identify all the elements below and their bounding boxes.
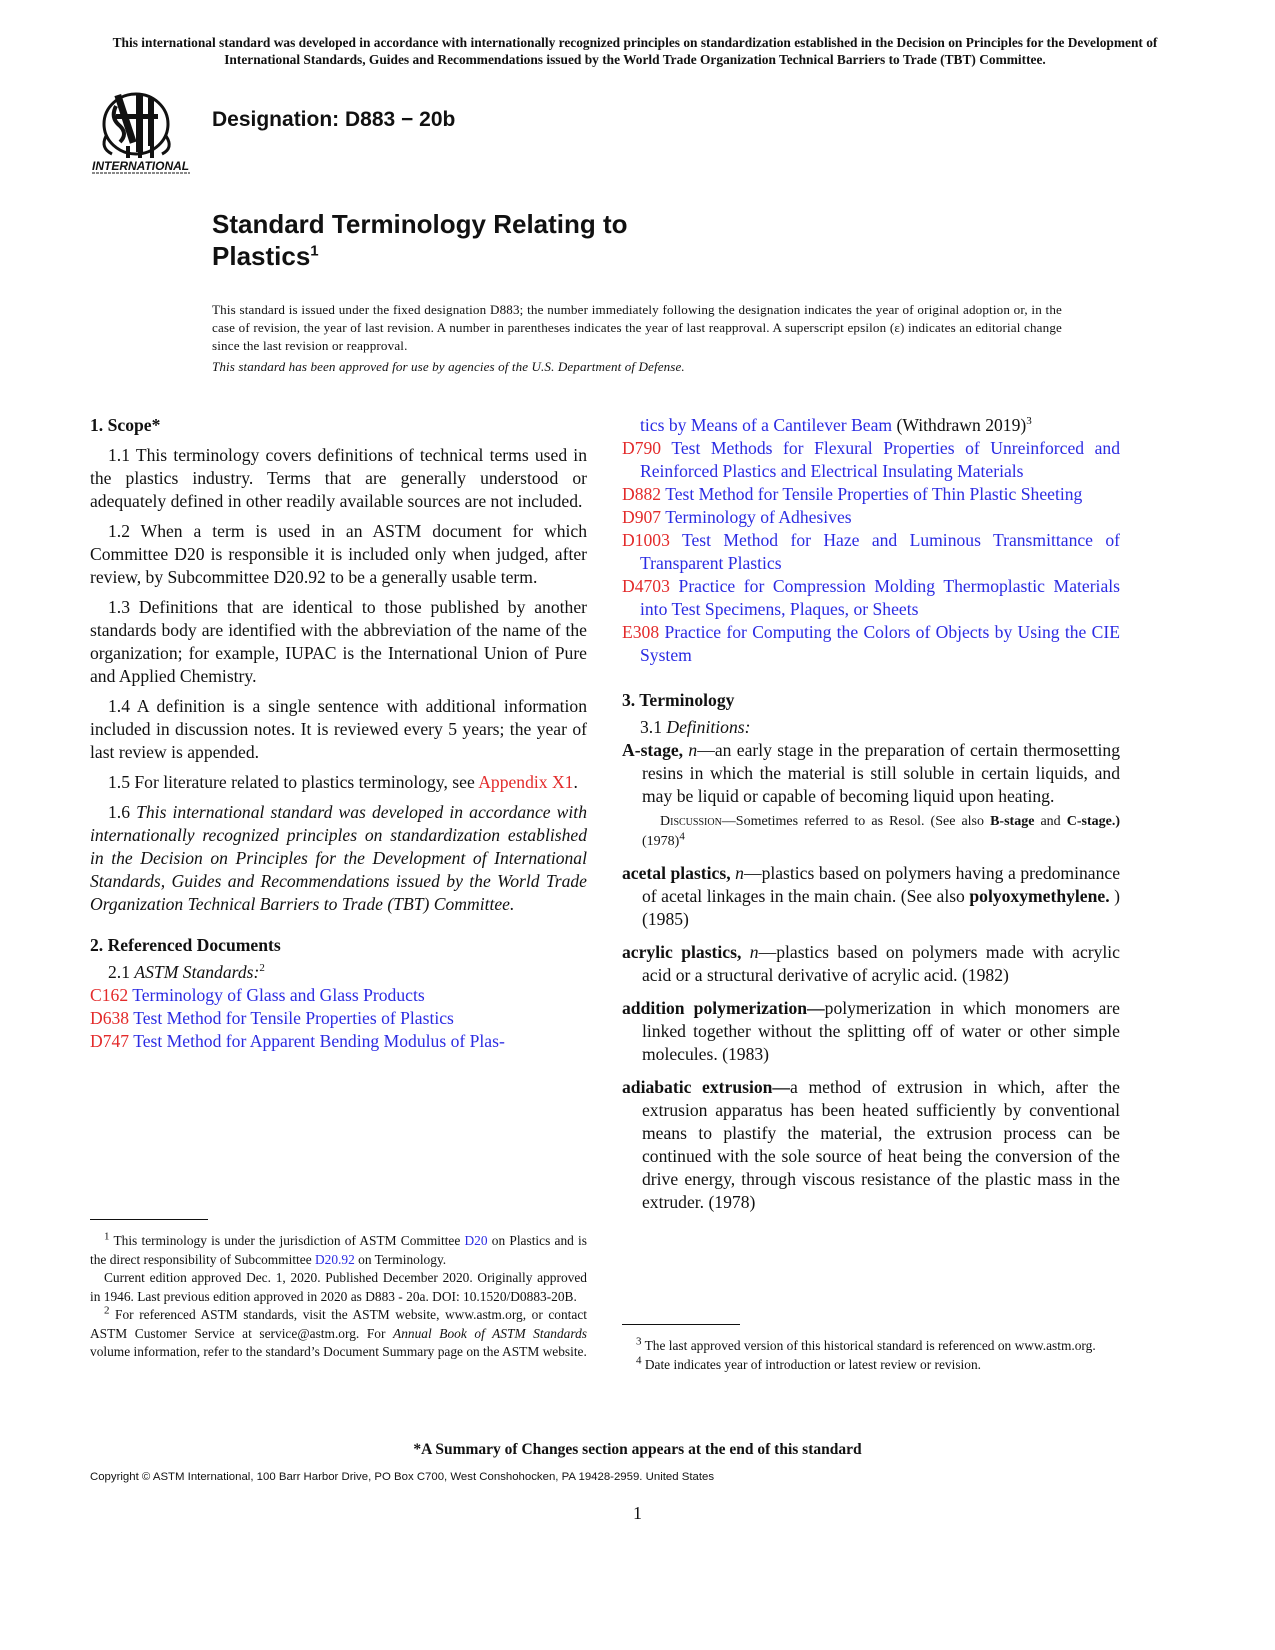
scope-para-5 <box>90 771 587 794</box>
astm-standards-label <box>90 961 587 984</box>
page-number: 1 <box>633 1503 642 1523</box>
fn2-i: Annual Book of ASTM Standards <box>393 1325 587 1341</box>
left-column <box>90 414 587 1359</box>
ref-code[interactable]: D1003 <box>622 530 670 550</box>
ref-code[interactable]: D4703 <box>622 576 670 596</box>
logo-wordmark: INTERNATIONAL <box>92 159 190 173</box>
disc-text: —Sometimes referred to as Resol. (See also <box>721 814 991 829</box>
fn3-text: The last approved version of this historical standard is referenced on www.astm.org. <box>641 1338 1096 1353</box>
d20-link[interactable]: D20 <box>464 1233 488 1248</box>
definitions-num: 3.1 <box>640 717 667 737</box>
term-name: addition polymerization— <box>622 998 825 1018</box>
page-title <box>212 208 628 272</box>
scope-para-3: 1.3 Definitions that are identical to those published by another standards body are identified with the abbreviation of the name of the organization; for example, IUPAC is the International Union of Pure and Applied Chemistry. <box>90 597 587 686</box>
ref-d747-continued[interactable] <box>622 414 1120 437</box>
scope-para-5-text: 1.5 For literature related to plastics terminology, see <box>108 772 479 792</box>
fn1-p2: Current edition approved Dec. 1, 2020. Published December 2020. Originally approved in 1946. Last previous edition approved in 2020 as D883 - 20a. DOI: 10.1520/D0883-20B. <box>90 1270 587 1304</box>
fn2-a: For referenced ASTM standards, visit the ASTM website, www.astm.org, or contact ASTM Customer Service at service@astm.org. For <box>90 1307 587 1341</box>
summary-of-changes-note: *A Summary of Changes section appears at the end of this standard <box>413 1441 862 1458</box>
ref-title[interactable]: Practice for Computing the Colors of Objects by Using the CIE System <box>640 622 1120 665</box>
title-footnote-mark: 1 <box>310 242 319 260</box>
ref-title[interactable]: Test Methods for Flexural Properties of Unreinforced and Reinforced Plastics and Electrical Insulating Materials <box>640 438 1120 481</box>
approved-note: This standard has been approved for use by agencies of the U.S. Department of Defense. <box>212 359 685 374</box>
ref-title[interactable]: Test Method for Tensile Properties of Thin Plastic Sheeting <box>665 484 1083 504</box>
footnote-3-4 <box>622 1337 1120 1374</box>
ref-title[interactable]: Terminology of Glass and Glass Products <box>132 985 425 1005</box>
astm-logo-icon <box>92 84 202 174</box>
appendix-link[interactable]: Appendix X1 <box>478 772 574 792</box>
ref-code[interactable]: D882 <box>622 484 662 504</box>
term-def: a method of extrusion in which, after the extrusion apparatus has been heated sufficiently by conventional means to plastify the material, the extrusion process can be continued with the sole source of heat being the conversion of the drive energy, through viscous resistance of the plastic mass in the extruder. (1978) <box>642 1077 1120 1212</box>
term-def: —plastics based on polymers having a predominance of acetal linkages in the main chain. (See also <box>642 863 1121 906</box>
ref-title[interactable]: Test Method for Haze and Luminous Transmittance of Transparent Plastics <box>640 530 1120 573</box>
scope-para-5-end: . <box>573 772 578 792</box>
term-pos: n <box>730 863 744 883</box>
left-footnotes <box>90 1219 587 1362</box>
ref-e308[interactable] <box>622 621 1120 667</box>
right-footnotes <box>622 1324 1120 1374</box>
astm-standards-text: ASTM Standards: <box>134 962 260 982</box>
term-pos: n <box>741 942 759 962</box>
ref-d4703[interactable] <box>622 575 1120 621</box>
ref-title[interactable]: Practice for Compression Molding Thermoplastic Materials into Test Specimens, Plaques, or Sheets <box>640 576 1120 619</box>
ref-title[interactable]: Test Method for Tensile Properties of Plastics <box>133 1008 454 1028</box>
ref-d790[interactable] <box>622 437 1120 483</box>
fn2-b: volume information, refer to the standard’s Document Summary page on the ASTM website. <box>90 1344 587 1359</box>
disc-b-stage: B-stage <box>990 814 1035 829</box>
term-def: —plastics based on polymers made with acrylic acid or a structural derivative of acrylic acid. (1982) <box>642 942 1120 985</box>
copyright: Copyright © ASTM International, 100 Barr Harbor Drive, PO Box C700, West Conshohocken, PA 19428-2959. United States <box>90 1471 715 1483</box>
astm-standards-num: 2.1 <box>108 962 135 982</box>
ref-code[interactable]: D907 <box>622 507 662 527</box>
ref-title-part-1[interactable]: Test Method for Apparent Bending Modulus of Plas- <box>133 1031 505 1051</box>
term-acrylic-plastics <box>622 941 1120 987</box>
disc-c-stage: C-stage.) <box>1066 814 1120 829</box>
ref-code[interactable]: D790 <box>622 438 662 458</box>
footnote-1 <box>90 1232 587 1362</box>
withdrawn-mark: 3 <box>1026 415 1032 428</box>
definitions-label <box>622 716 1120 739</box>
footnote-rule <box>622 1324 740 1325</box>
ref-code[interactable]: C162 <box>90 985 129 1005</box>
term-a-stage <box>622 739 1120 808</box>
term-adiabatic-extrusion <box>622 1076 1120 1214</box>
discussion-label: Discussion <box>660 814 722 829</box>
ref-code[interactable]: D638 <box>90 1008 130 1028</box>
term-name: adiabatic extrusion— <box>622 1077 791 1097</box>
disc-year: (1978) <box>642 834 680 849</box>
fn3-mark: 3 <box>636 1335 642 1348</box>
ref-d882[interactable] <box>622 483 1120 506</box>
term-name: acetal plastics, <box>622 863 731 883</box>
ref-code[interactable]: D747 <box>90 1031 130 1051</box>
disc-mark: 4 <box>679 830 685 843</box>
issued-note: This standard is issued under the fixed designation D883; the number immediately following the designation indicates the year of original adoption or, in the case of revision, the year of last revision. A number in parentheses indicates the year of last reapproval. A superscript epsilon (ε) indicates an editorial change since the last revision or reapproval. <box>212 302 1062 353</box>
scope-para-2: 1.2 When a term is used in an ASTM document for which Committee D20 is responsible it is included only when judged, after review, by Subcommittee D20.92 to be a generally usable term. <box>90 521 587 587</box>
fn1-mark: 1 <box>104 1230 110 1243</box>
astm-standards-mark: 2 <box>259 962 265 975</box>
astm-logo <box>92 84 202 174</box>
withdrawn-note: (Withdrawn 2019) <box>892 415 1027 435</box>
d2092-link[interactable]: D20.92 <box>315 1251 355 1267</box>
disc-and: and <box>1034 814 1067 829</box>
term-end: ) (1985) <box>642 886 1120 929</box>
term-def: —an early stage in the preparation of certain thermosetting resins in which the material is still soluble in certain liquids, and may be liquid or capable of becoming liquid upon heating. <box>642 740 1120 806</box>
fn1-b: on Plastics and is the direct responsibility of Subcommittee <box>90 1233 587 1267</box>
title-line-1: Standard Terminology Relating to <box>212 209 628 239</box>
designation: Designation: D883 − 20b <box>212 108 456 131</box>
fn4-text: Date indicates year of introduction or latest review or revision. <box>641 1356 981 1372</box>
title-line-2-text: Plastics <box>212 241 311 271</box>
scope-para-6-text: This international standard was developed in accordance with internationally recognized principles on standardization established in the Decision on Principles for the Development of International Standards, Guides and Recommendations issued by the World Trade Organization Technical Barriers to Trade (TBT) Committee. <box>90 802 587 914</box>
definitions-text: Definitions: <box>666 717 751 737</box>
ref-d638[interactable] <box>90 1007 587 1030</box>
a-stage-discussion <box>622 812 1120 852</box>
fn2-mark: 2 <box>104 1304 110 1317</box>
ref-d907[interactable] <box>622 506 1120 529</box>
term-pos: n <box>683 740 698 760</box>
title-line-2 <box>212 240 628 272</box>
fn1-a: This terminology is under the jurisdiction of ASTM Committee <box>109 1233 465 1248</box>
scope-heading: 1. Scope* <box>90 415 161 435</box>
standard-notice: This international standard was developed in accordance with internationally recognized principles on standardization established in the Decision on Principles for the Development of International Standards, Guides and Recommendations issued by the World Trade Organization Technical Barriers to Trade (TBT) Committee. <box>112 35 1158 67</box>
ref-c162[interactable] <box>90 984 587 1007</box>
ref-title-part-2[interactable]: tics by Means of a Cantilever Beam <box>640 415 893 435</box>
ref-code[interactable]: E308 <box>622 622 660 642</box>
scope-para-6-num: 1.6 <box>108 802 137 822</box>
scope-para-6 <box>90 801 587 916</box>
term-name: acrylic plastics, <box>622 942 742 962</box>
scope-para-1: 1.1 This terminology covers definitions of technical terms used in the plastics industry. Terms that are generally understood or adequately defined in other readily available sources are not included. <box>90 445 587 511</box>
fn4-mark: 4 <box>636 1354 642 1367</box>
term-acetal-plastics <box>622 862 1120 931</box>
ref-title[interactable]: Terminology of Adhesives <box>665 507 852 527</box>
footnote-rule <box>90 1219 208 1220</box>
ref-d747[interactable] <box>90 1030 587 1053</box>
referenced-heading: 2. Referenced Documents <box>90 935 281 955</box>
ref-d1003[interactable] <box>622 529 1120 575</box>
term-def: polymerization in which monomers are linked together without the splitting off of water or other simple molecules. (1983) <box>642 998 1120 1064</box>
term-name: A-stage, <box>622 740 684 760</box>
term-addition-polymerization <box>622 997 1120 1066</box>
term-see: polyoxymethylene. <box>969 886 1110 906</box>
scope-para-4: 1.4 A definition is a single sentence with additional information included in discussion notes. It is reviewed every 5 years; the year of last review is appended. <box>90 696 587 762</box>
terminology-heading: 3. Terminology <box>622 690 735 710</box>
fn1-c: on Terminology. <box>354 1251 447 1267</box>
right-column <box>622 414 1121 1372</box>
